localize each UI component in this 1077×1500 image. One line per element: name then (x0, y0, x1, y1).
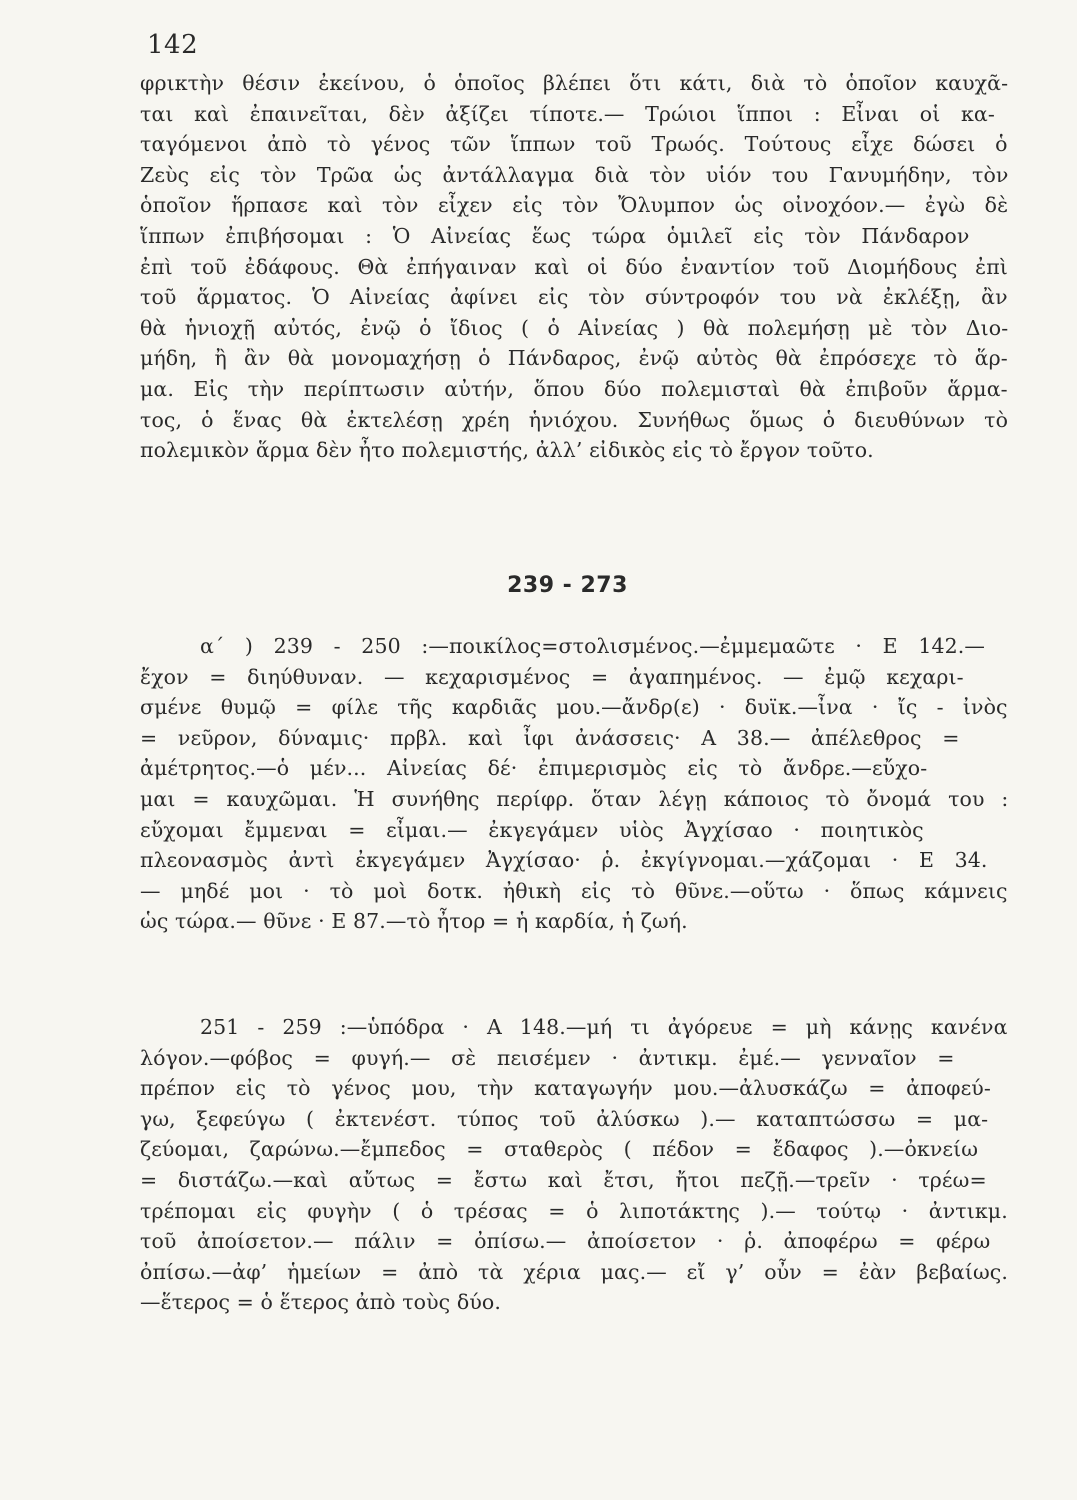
text-line: τοῦ ἀποίσετον.— πάλιν = ὀπίσω.— ἀποίσετον · ῥ. ἀποφέρω = φέρω (140, 1229, 991, 1254)
text-line: λόγον.—φόβος = φυγή.— σὲ πεισέμεν · ἀντικμ. ἐμέ.— γενναῖον = (140, 1045, 955, 1070)
text-line: τοῦ ἅρματος. Ὁ Αἰνείας ἀφίνει εἰς τὸν σύντροφόν του νὰ ἐκλέξῃ, ἂν (140, 285, 1008, 310)
commentary-section-1 (140, 631, 1008, 937)
text-line: ἀμέτρητος.—ὁ μέν... Αἰνείας δέ· ἐπιμερισμὸς εἰς τὸ ἄνδρε.—εὔχο- (140, 756, 928, 781)
text-line: = νεῦρον, δύναμις· πρβλ. καὶ ἶφι ἀνάσσεις· Α 38.— ἀπέλεθρος = (140, 725, 960, 750)
text-line: πρέπον εἰς τὸ γένος μου, τὴν καταγωγήν μου.—ἀλυσκάζω = ἀποφεύ- (140, 1076, 991, 1101)
text-line: τος, ὁ ἕνας θὰ ἐκτελέσῃ χρέη ἡνιόχου. Συνήθως ὅμως ὁ διευθύνων τὸ (140, 407, 1009, 432)
page-number: 142 (147, 30, 199, 60)
text-line: ἐπὶ τοῦ ἐδάφους. Θὰ ἐπήγαιναν καὶ οἱ δύο ἐναντίον τοῦ Διομήδους ἐπὶ (140, 254, 1008, 279)
intro-paragraph (140, 68, 1008, 466)
text-line: ζεύομαι, ζαρώνω.—ἔμπεδος = σταθερὸς ( πέδον = ἔδαφος ).—ὀκνείω (140, 1137, 979, 1162)
text-line: ἔχον = διηύθυναν. — κεχαρισμένος = ἀγαπημένος. — ἐμῷ κεχαρι- (140, 664, 964, 689)
text-line: ἵππων ἐπιβήσομαι : Ὁ Αἰνείας ἕως τώρα ὁμιλεῖ εἰς τὸν Πάνδαρον (140, 223, 970, 248)
text-line: πολεμικὸν ἅρμα δὲν ἦτο πολεμιστής, ἀλλ’ εἰδικὸς εἰς τὸ ἔργον τοῦτο. (140, 438, 874, 463)
text-line: σμένε θυμῷ = φίλε τῆς καρδιᾶς μου.—ἄνδρ(ε) · δυϊκ.—ἶνα · ἴς - ἰνὸς (140, 695, 1008, 720)
commentary-section-2 (140, 1012, 1008, 1318)
text-line: εὔχομαι ἔμμεναι = εἶμαι.— ἐκγεγάμεν υἱὸς Ἀγχίσαο · ποιητικὸς (140, 817, 924, 842)
text-line: τρέπομαι εἰς φυγὴν ( ὁ τρέσας = ὁ λιποτάκτης ).— τούτῳ · ἀντικμ. (140, 1198, 1008, 1223)
text-line: μαι = καυχῶμαι. Ἡ συνήθης περίφρ. ὅταν λέγῃ κάποιος τὸ ὄνομά του : (140, 786, 1009, 811)
text-line: ται καὶ ἐπαινεῖται, δὲν ἀξίζει τίποτε.— Τρώιοι ἵπποι : Εἶναι οἱ κα- (140, 101, 995, 126)
text-line: α΄ ) 239 - 250 :—ποικίλος=στολισμένος.—ἐμμεμαῶτε · Ε 142.— (200, 634, 985, 658)
text-line: γω, ξεφεύγω ( ἐκτενέστ. τύπος τοῦ ἀλύσκω ).— καταπτώσσω = μα- (140, 1106, 989, 1131)
text-line: = διστάζω.—καὶ αὔτως = ἔστω καὶ ἔτσι, ἤτοι πεζῇ.—τρεῖν · τρέω= (140, 1167, 987, 1192)
text-line: ὁποῖον ἥρπασε καὶ τὸν εἶχεν εἰς τὸν Ὄλυμπον ὡς οἰνοχόον.— ἐγὼ δὲ (140, 193, 1009, 218)
text-line: θὰ ἡνιοχῇ αὐτός, ἐνῷ ὁ ἴδιος ( ὁ Αἰνείας ) θὰ πολεμήσῃ μὲ τὸν Διο- (140, 315, 1009, 340)
text-line: φρικτὴν θέσιν ἐκείνου, ὁ ὁποῖος βλέπει ὅτι κάτι, διὰ τὸ ὁποῖον καυχᾶ- (140, 71, 1009, 95)
text-line: πλεονασμὸς ἀντὶ ἐκγεγάμεν Ἀγχίσαο· ῥ. ἐκγίγνομαι.—χάζομαι · Ε 34. (140, 848, 988, 873)
text-line: ὀπίσω.—ἀφ’ ἡμείων = ἀπὸ τὰ χέρια μας.— εἴ γ’ οὖν = ἐὰν βεβαίως. (140, 1259, 1008, 1284)
text-line: —ἕτερος = ὁ ἕτερος ἀπὸ τοὺς δύο. (140, 1290, 501, 1315)
section-heading: 239 - 273 (507, 573, 628, 598)
text-line: Ζεὺς εἰς τὸν Τρῶα ὡς ἀντάλλαγμα διὰ τὸν υἱόν του Γανυμήδην, τὸν (140, 162, 1009, 187)
text-line: μα. Εἰς τὴν περίπτωσιν αὐτήν, ὅπου δύο πολεμισταὶ θὰ ἐπιβοῦν ἅρμα- (140, 376, 1008, 401)
text-line: μήδη, ἢ ἂν θὰ μονομαχήσῃ ὁ Πάνδαρος, ἐνῷ αὐτὸς θὰ ἐπρόσεχε τὸ ἅρ- (140, 346, 1008, 371)
text-line: ταγόμενοι ἀπὸ τὸ γένος τῶν ἵππων τοῦ Τρωός. Τούτους εἶχε δώσει ὁ (140, 132, 1008, 157)
text-line: — μηδέ μοι · τὸ μοὶ δοτκ. ἠθικὴ εἰς τὸ θῦνε.—οὕτω · ὅπως κάμνεις (140, 878, 1008, 903)
text-line: 251 - 259 :—ὑπόδρα · Α 148.—μή τι ἀγόρευε = μὴ κάνῃς κανένα (200, 1015, 1008, 1039)
text-line: ὡς τώρα.— θῦνε · Ε 87.—τὸ ἦτορ = ἡ καρδία, ἡ ζωή. (140, 909, 688, 934)
